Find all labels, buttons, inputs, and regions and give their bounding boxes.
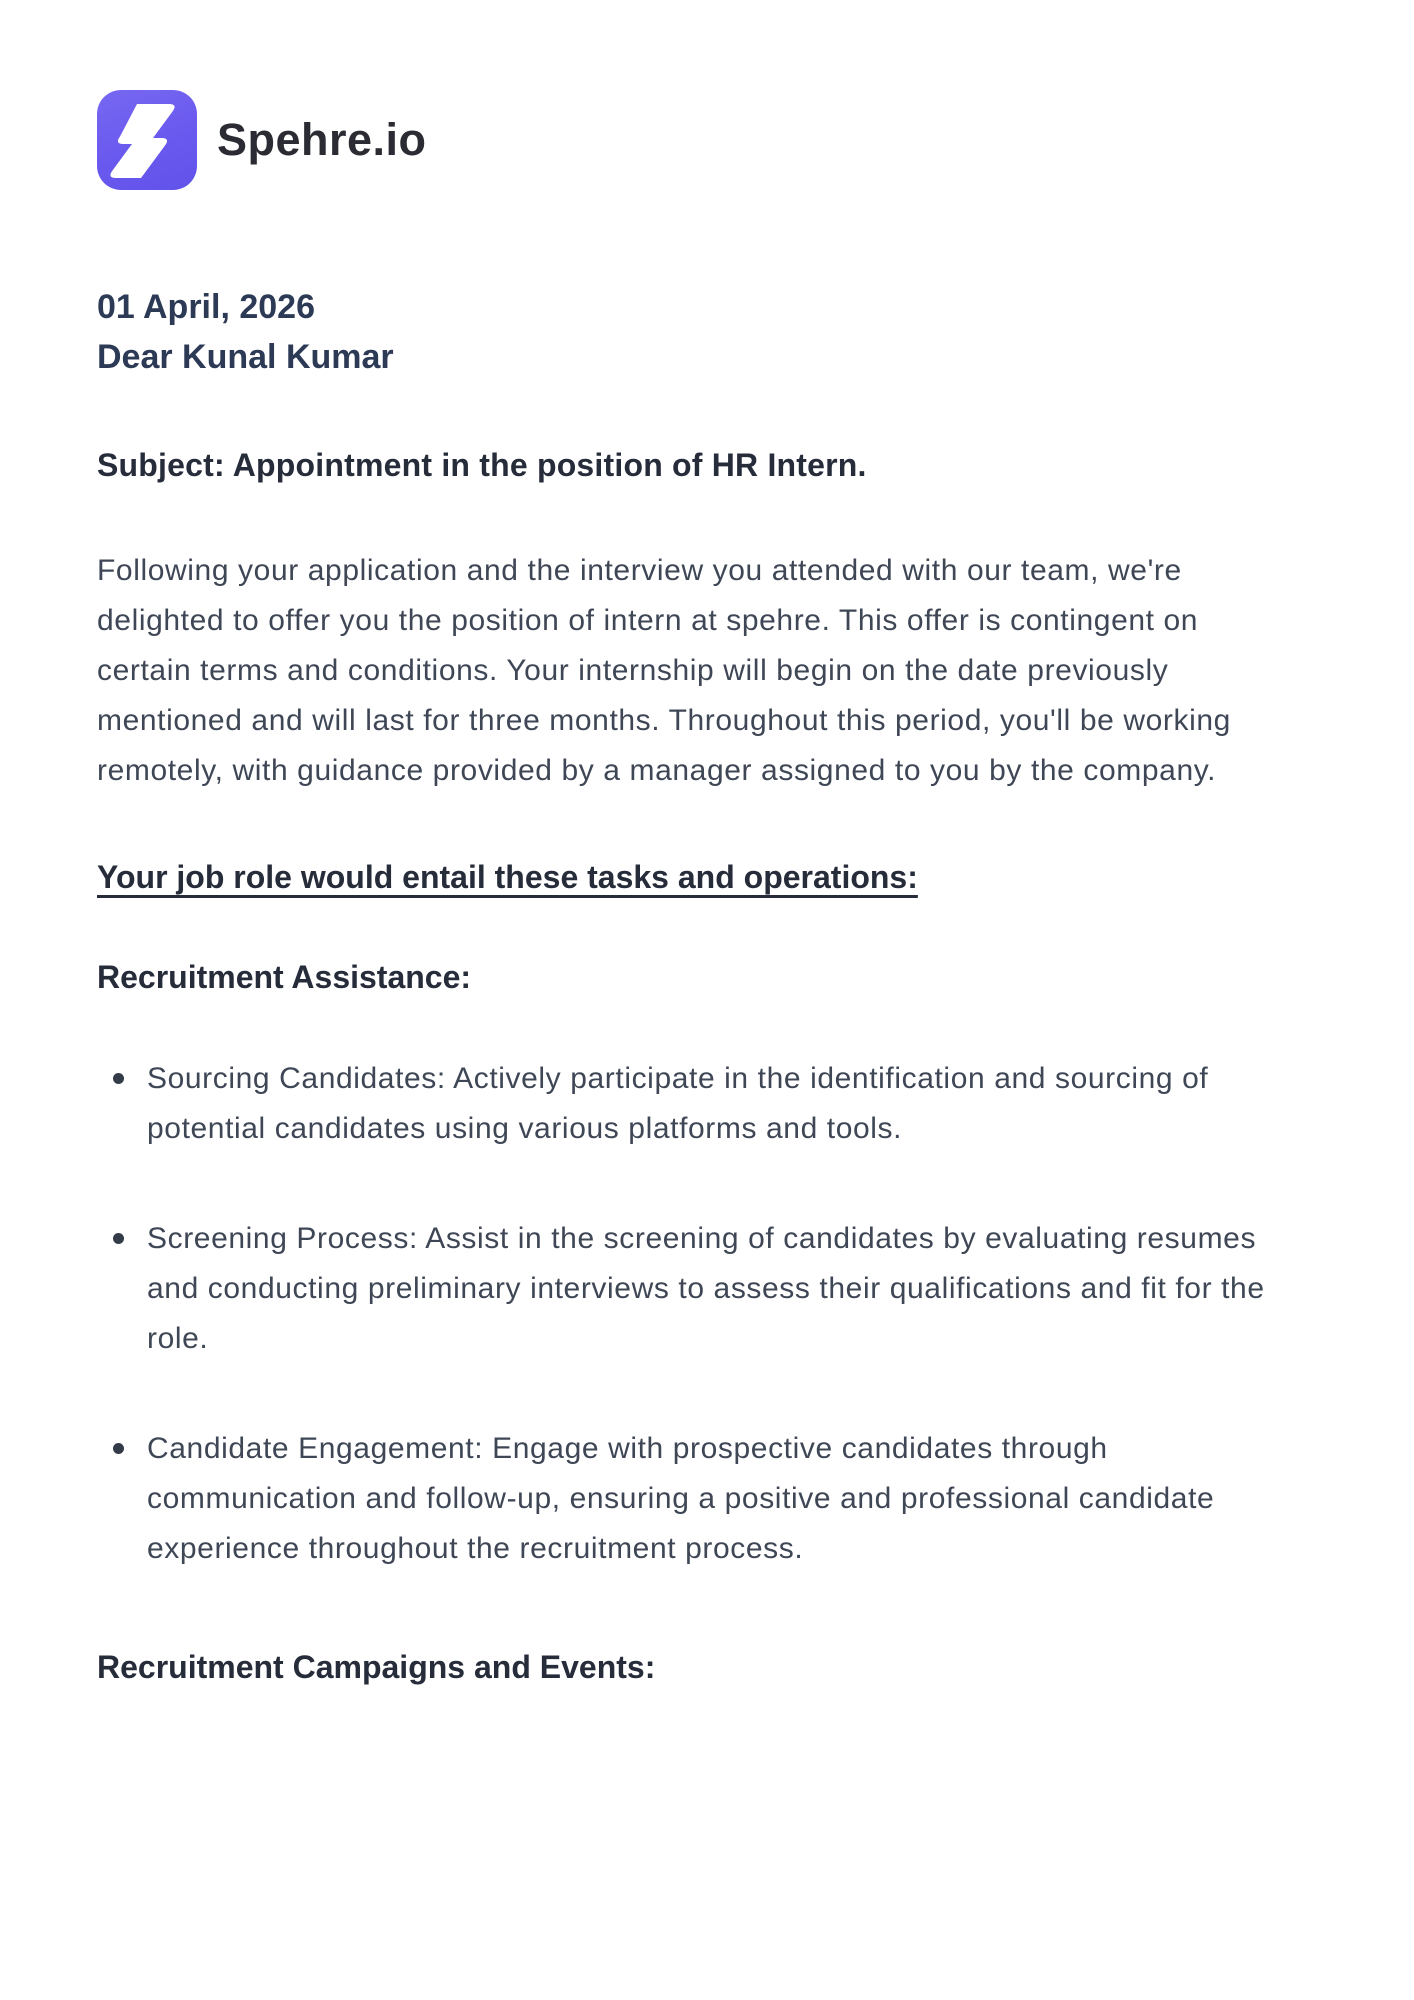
letter-date: 01 April, 2026 [97, 288, 315, 326]
list-item [97, 1424, 1277, 1574]
intro-paragraph: Following your application and the interview you attended with our team, we're delighted to offer you the position of intern at spehre. This offer is contingent on certain terms and conditions. Your internship will begin on the date previously mentioned and will last for three months. Throughout this period, you'll be working remotely, with guidance provided by a manager assigned to you by the company. [97, 554, 1231, 787]
bullet-dot-icon [113, 1443, 124, 1454]
bullet-text: Candidate Engagement: Engage with prospective candidates through communication and follow-up, ensuring a positive and professional candidate experience throughout the recruitment process. [147, 1432, 1215, 1565]
brand-name: Spehre.io [217, 114, 427, 165]
subject-line: Subject: Appointment in the position of HR Intern. [97, 447, 867, 483]
spehre-logo-icon [97, 90, 197, 190]
bullet-text: Screening Process: Assist in the screening of candidates by evaluating resumes and conducting preliminary interviews to assess their qualifications and fit for the role. [147, 1222, 1265, 1355]
section-title-recruitment-campaigns: Recruitment Campaigns and Events: [97, 1649, 656, 1685]
recruitment-assistance-bullet-list [97, 1054, 1277, 1574]
list-item [97, 1214, 1277, 1364]
letter-date-block [97, 282, 1317, 382]
bullet-text: Sourcing Candidates: Actively participate in the identification and sourcing of potential candidates using various platforms and tools. [147, 1062, 1209, 1145]
brand-header [97, 90, 1317, 190]
section-title-recruitment-assistance: Recruitment Assistance: [97, 959, 472, 995]
tasks-heading: Your job role would entail these tasks and operations: [97, 859, 918, 895]
bullet-dot-icon [113, 1073, 124, 1084]
bullet-dot-icon [113, 1233, 124, 1244]
letter-salutation: Dear Kunal Kumar [97, 338, 394, 376]
lightning-s-icon [97, 90, 197, 190]
list-item [97, 1054, 1277, 1154]
